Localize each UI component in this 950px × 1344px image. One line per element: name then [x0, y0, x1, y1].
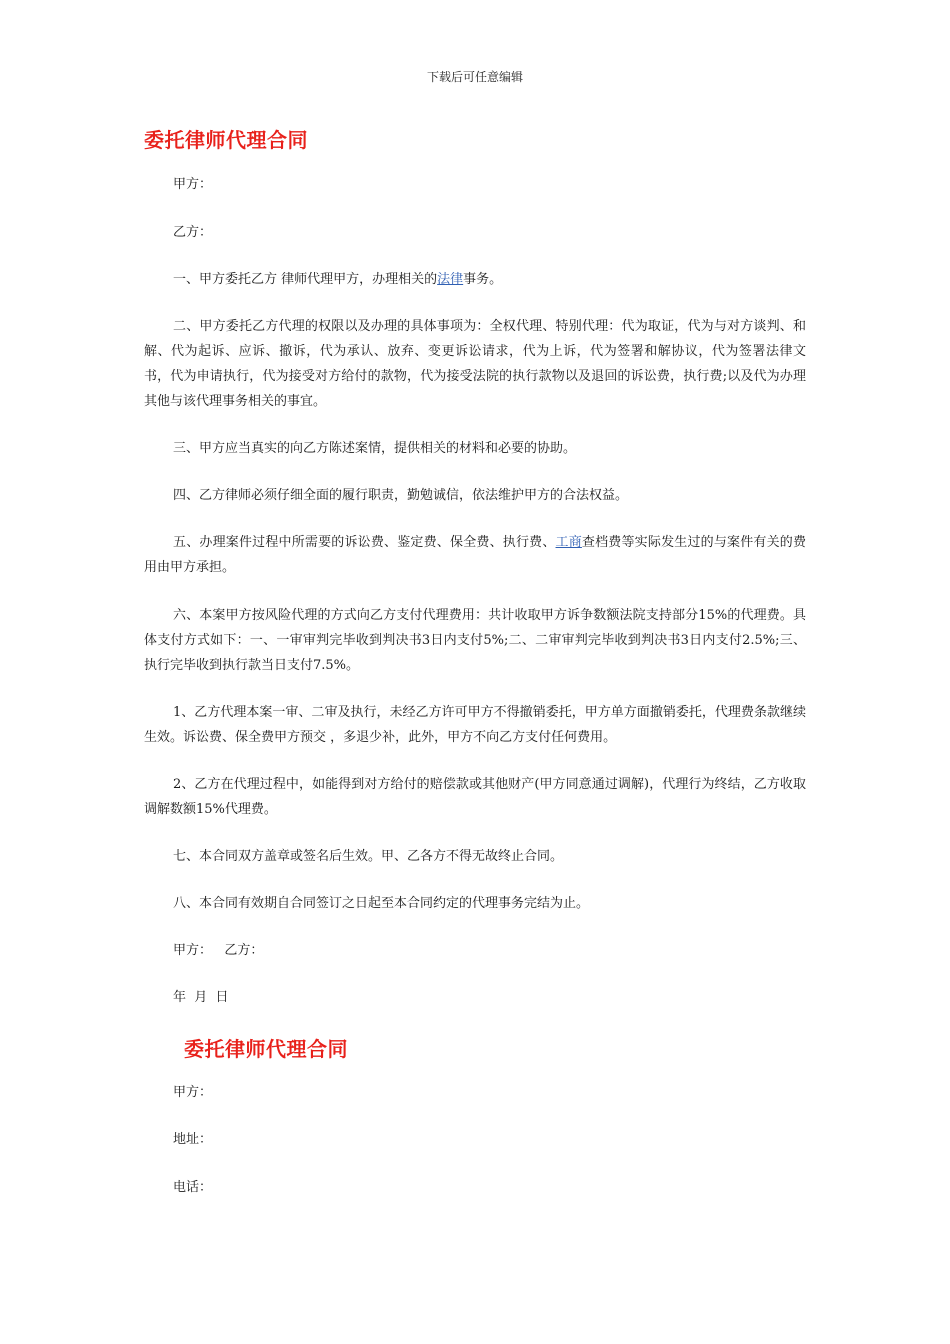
- contract-title: 委托律师代理合同: [144, 128, 308, 152]
- clause-7: 七、本合同双方盖章或签名后生效。甲、乙各方不得无故终止合同。: [173, 849, 564, 864]
- clause-1: [144, 267, 806, 292]
- clause-3: 三、甲方应当真实的向乙方陈述案情，提供相关的材料和必要的协助。: [173, 441, 577, 456]
- phone-line: 电话：: [173, 1180, 213, 1195]
- second-party-a-line: 甲方：: [173, 1085, 213, 1100]
- clause-8: 八、本合同有效期自合同签订之日起至本合同约定的代理事务完结为止。: [173, 896, 590, 911]
- clause-1-text: 一、甲方委托乙方 律师代理甲方，办理相关的: [173, 272, 438, 287]
- clause-5-text-end: 查档费等实际发生过的与案件有关的费用由甲方承担。: [144, 535, 806, 575]
- clause-6: 六、本案甲方按风险代理的方式向乙方支付代理费用：共计收取甲方诉争数额法院支持部分15%的代理费。具体支付方式如下：一、一审审判完毕收到判决书3日内支付5%;二、二审审判完毕收到判决书3日内支付2.5%;三、执行完毕收到执行款当日支付7.5%。: [144, 608, 806, 673]
- sub-clause-2: 2、乙方在代理过程中，如能得到对方给付的赔偿款或其他财产(甲方同意通过调解)，代理行为终结，乙方收取调解数额15%代理费。: [144, 777, 806, 817]
- sub-clause-1: 1、乙方代理本案一审、二审及执行，未经乙方许可甲方不得撤销委托，甲方单方面撤销委托，代理费条款继续生效。诉讼费、保全费甲方预交 ，多退少补，此外，甲方不向乙方支付任何费用。: [144, 705, 806, 745]
- header-note: 下载后可任意编辑: [426, 70, 523, 84]
- party-b-line: 乙方：: [173, 225, 213, 240]
- clause-2: 二、甲方委托乙方代理的权限以及办理的具体事项为：全权代理、特别代理：代为取证，代为与对方谈判、和解、代为起诉、应诉、撤诉，代为承认、放弃、变更诉讼请求，代为上诉，代为签署和解协议，代为签署法律文书，代为申请执行，代为接受对方给付的款物，代为接受法院的执行款物以及退回的诉讼费，执行费;以及代为办理其他与该代理事务相关的事宜。: [144, 319, 806, 409]
- contract-title-second: 委托律师代理合同: [184, 1037, 348, 1061]
- date-line: 年 月 日: [173, 990, 229, 1005]
- law-link[interactable]: 法律: [437, 272, 464, 287]
- clause-5-text: 五、办理案件过程中所需要的诉讼费、鉴定费、保全费、执行费、: [173, 535, 556, 550]
- clause-5: [144, 530, 806, 580]
- party-a-line: 甲方：: [173, 177, 213, 192]
- clause-4: 四、乙方律师必须仔细全面的履行职责，勤勉诚信，依法维护甲方的合法权益。: [173, 488, 629, 503]
- clause-1-text-end: 事务。: [463, 272, 503, 287]
- address-line: 地址：: [173, 1132, 213, 1147]
- signature-line: 甲方： 乙方：: [173, 943, 264, 958]
- business-link[interactable]: 工商: [555, 535, 582, 550]
